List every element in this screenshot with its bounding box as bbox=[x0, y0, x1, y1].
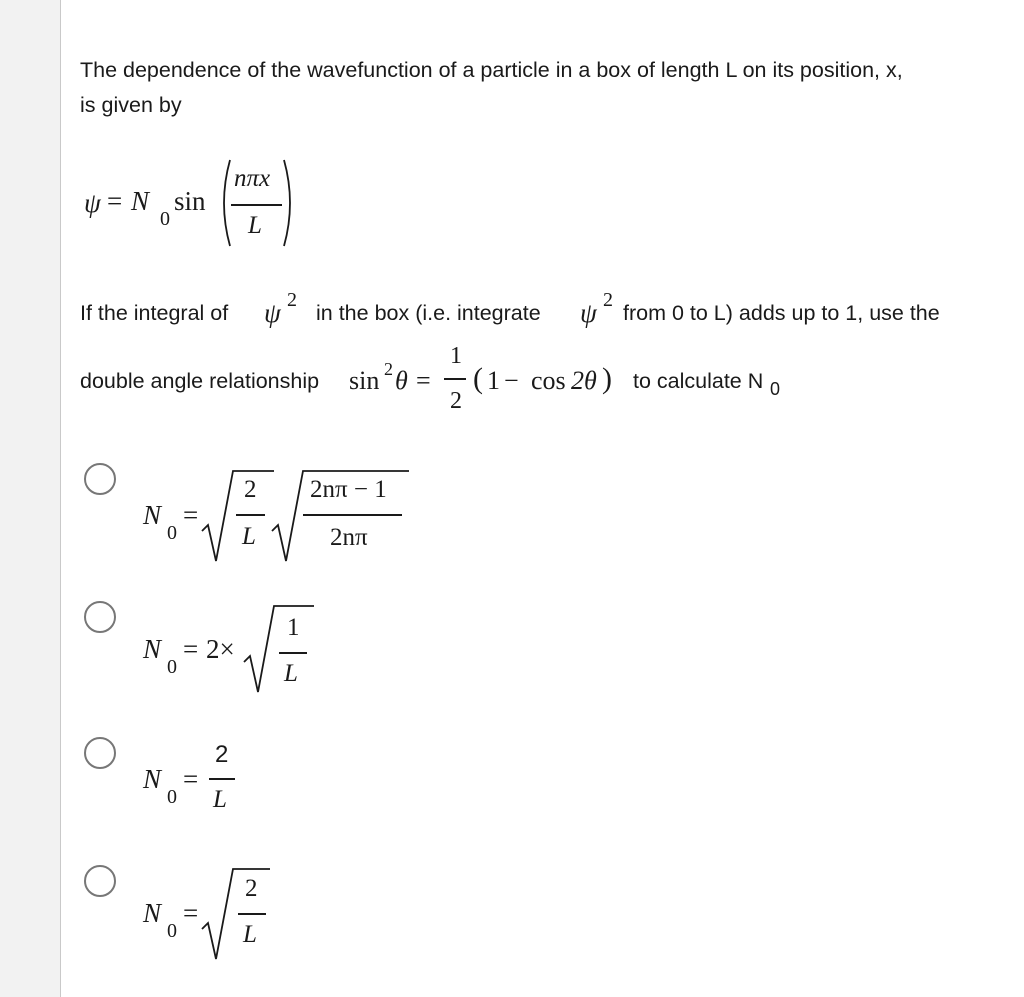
identity-paren-open: ( bbox=[473, 362, 483, 395]
fraction-numerator: nπx bbox=[234, 165, 271, 192]
option-1-equals: = bbox=[183, 500, 199, 530]
line1-psi: ψ bbox=[264, 298, 281, 328]
option-2-radio[interactable] bbox=[84, 601, 116, 633]
option-2-frac-den: L bbox=[284, 660, 298, 687]
line1-exponent: 2 bbox=[287, 289, 297, 311]
option-2-sqrt bbox=[244, 604, 314, 696]
option-1-frac2-bar bbox=[303, 514, 402, 516]
identity-cos: cos bbox=[531, 366, 566, 395]
identity-exponent: 2 bbox=[384, 359, 393, 379]
identity-minus: − bbox=[504, 366, 519, 395]
line1-psi-2: ψ bbox=[580, 298, 597, 328]
option-1-subscript: 0 bbox=[167, 522, 177, 544]
option-4-frac-bar bbox=[238, 913, 266, 915]
option-1-frac1-bar bbox=[236, 514, 265, 516]
option-2-equals: = bbox=[183, 634, 199, 664]
option-4-sqrt bbox=[202, 867, 270, 963]
line2-part-b: to calculate N bbox=[633, 369, 764, 393]
identity-sin: sin bbox=[349, 366, 380, 395]
option-1-frac1-den: L bbox=[242, 523, 256, 550]
psi-symbol: ψ bbox=[84, 188, 101, 218]
equals-sign: = bbox=[107, 186, 123, 216]
n-zero-symbol: N bbox=[131, 186, 150, 216]
option-3-radio[interactable] bbox=[84, 737, 116, 769]
line1-part-a: If the integral of bbox=[80, 301, 229, 325]
identity-one: 1 bbox=[487, 366, 500, 395]
sin-function: sin bbox=[174, 186, 206, 216]
half-denominator: 2 bbox=[450, 388, 462, 414]
option-1-sqrt-1 bbox=[202, 469, 274, 565]
option-1-frac2-den: 2nπ bbox=[330, 524, 368, 551]
right-paren bbox=[282, 158, 298, 248]
left-paren bbox=[216, 158, 232, 248]
question-intro: The dependence of the wavefunction of a particle in a box of length L on its position, x, bbox=[80, 58, 903, 82]
identity-paren-close: ) bbox=[602, 362, 612, 395]
fraction-bar bbox=[231, 204, 282, 206]
line1-part-c: from 0 to L) adds up to 1, use the bbox=[623, 301, 940, 325]
option-4-n: N bbox=[143, 898, 162, 928]
option-2-subscript: 0 bbox=[167, 656, 177, 678]
fraction-denominator: L bbox=[248, 212, 262, 239]
half-bar bbox=[444, 378, 466, 380]
option-3-frac-num: 2 bbox=[215, 741, 229, 768]
n-zero-subscript: 0 bbox=[160, 208, 170, 230]
line2-subscript: 0 bbox=[770, 379, 781, 399]
option-1-radio[interactable] bbox=[84, 463, 116, 495]
option-2-frac-bar bbox=[279, 652, 307, 654]
identity-two-theta: 2θ bbox=[571, 366, 597, 395]
option-4-subscript: 0 bbox=[167, 920, 177, 942]
option-4-equals: = bbox=[183, 898, 199, 928]
option-3-n: N bbox=[143, 764, 162, 794]
line1-part-b: in the box (i.e. integrate bbox=[316, 301, 541, 325]
identity-equals: = bbox=[416, 366, 431, 395]
option-2-frac-num: 1 bbox=[287, 614, 300, 641]
line1-exponent-2: 2 bbox=[603, 289, 613, 311]
option-4-frac-den: L bbox=[243, 921, 257, 948]
option-4-radio[interactable] bbox=[84, 865, 116, 897]
option-1-frac1-num: 2 bbox=[244, 476, 257, 503]
half-numerator: 1 bbox=[450, 343, 462, 369]
identity-theta: θ bbox=[395, 366, 408, 395]
option-3-frac-den: L bbox=[213, 786, 227, 813]
option-2-coefficient: 2× bbox=[206, 634, 235, 664]
option-2-n: N bbox=[143, 634, 162, 664]
option-3-equals: = bbox=[183, 764, 199, 794]
option-1-frac2-num: 2nπ − 1 bbox=[310, 476, 387, 503]
option-4-frac-num: 2 bbox=[245, 875, 258, 902]
line2-part-a: double angle relationship bbox=[80, 369, 320, 393]
option-3-frac-bar bbox=[209, 778, 235, 780]
question-intro-cont: is given by bbox=[80, 93, 182, 117]
option-1-n: N bbox=[143, 500, 162, 530]
option-3-subscript: 0 bbox=[167, 786, 177, 808]
